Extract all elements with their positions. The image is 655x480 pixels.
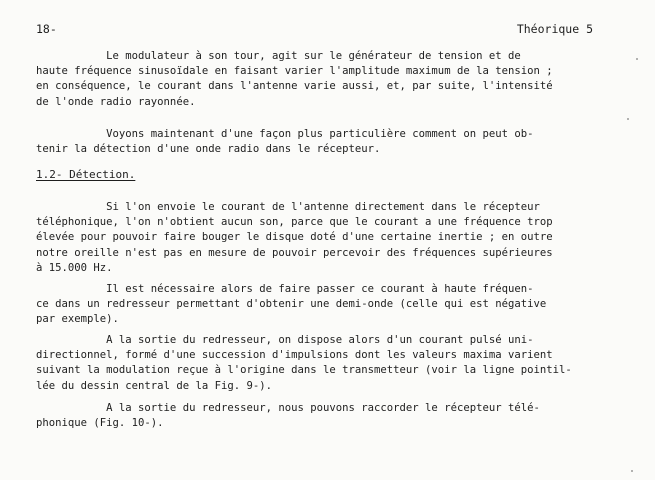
text-line: par exemple). bbox=[36, 313, 119, 326]
section-heading: 1.2- Détection. bbox=[36, 168, 136, 181]
text-line: tenir la détection d'une onde radio dans le récepteur. bbox=[36, 143, 381, 156]
page-number: 18- bbox=[36, 22, 57, 36]
text-line: directionnel, formé d'une succession d'impulsions dont les valeurs maxima varient bbox=[36, 349, 553, 362]
text-line: notre oreille n'est pas en mesure de pouvoir percevoir des fréquences supérieures bbox=[36, 246, 553, 259]
paragraph-detection-intro bbox=[36, 127, 596, 157]
scan-speck bbox=[636, 58, 638, 60]
text-line: à 15.000 Hz. bbox=[36, 261, 113, 274]
text-line: haute fréquence sinusoïdale en faisant varier l'amplitude maximum de la tension ; bbox=[36, 65, 553, 78]
text-line: A la sortie du redresseur, nous pouvons raccorder le récepteur télé- bbox=[36, 402, 540, 414]
text-line: Le modulateur à son tour, agit sur le générateur de tension et de bbox=[36, 50, 521, 62]
scan-speck bbox=[627, 118, 629, 120]
section-label: Théorique 5 bbox=[516, 22, 593, 36]
text-line: élevée pour pouvoir faire bouger le disque doté d'une certaine inertie ; en outre bbox=[36, 231, 553, 244]
scan-speck bbox=[631, 470, 633, 472]
text-line: phonique (Fig. 10-). bbox=[36, 417, 164, 430]
text-line: Voyons maintenant d'une façon plus particulière comment on peut ob- bbox=[36, 128, 534, 140]
paragraph-antenna-current bbox=[36, 200, 596, 276]
text-line: de l'onde radio rayonnée. bbox=[36, 95, 196, 108]
paragraph-rectifier bbox=[36, 282, 596, 328]
text-line: ce dans un redresseur permettant d'obtenir une demi-onde (celle qui est négative bbox=[36, 298, 547, 311]
text-line: Il est nécessaire alors de faire passer ce courant à haute fréquen- bbox=[36, 283, 534, 295]
text-line: lée du dessin central de la Fig. 9-). bbox=[36, 379, 272, 392]
text-line: suivant la modulation reçue à l'origine dans le transmetteur (voir la ligne pointil- bbox=[36, 364, 572, 377]
text-line: A la sortie du redresseur, on dispose alors d'un courant pulsé uni- bbox=[36, 334, 534, 346]
paragraph-receiver-connection bbox=[36, 401, 596, 431]
text-line: Si l'on envoie le courant de l'antenne directement dans le récepteur bbox=[36, 201, 540, 213]
paragraph-pulsed-current bbox=[36, 333, 596, 394]
text-line: téléphonique, l'on n'obtient aucun son, parce que le courant a une fréquence trop bbox=[36, 216, 553, 229]
paragraph-modulator bbox=[36, 49, 596, 110]
text-line: en conséquence, le courant dans l'antenne varie aussi, et, par suite, l'intensité bbox=[36, 80, 553, 93]
